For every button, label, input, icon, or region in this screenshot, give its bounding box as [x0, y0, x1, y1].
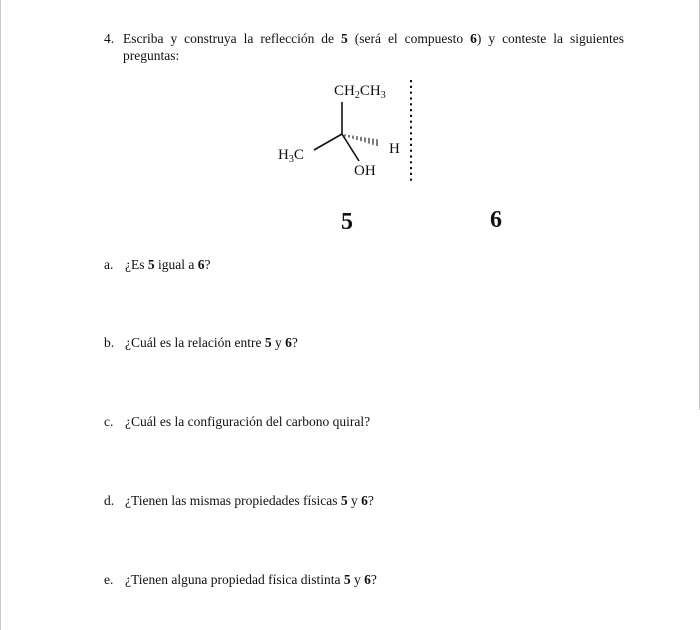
subquestion-c: c. ¿Cuál es la configuración del carbono quiral? [104, 414, 371, 429]
subquestion-e: e. ¿Tienen alguna propiedad física distinta 5 y 6? [104, 572, 377, 587]
group-hydroxyl: OH [354, 163, 376, 179]
atom-hydrogen: H [389, 141, 400, 157]
question-text: Escriba y construya la reflección de 5 (será el compuesto 6) y conteste la siguientes preguntas: [123, 31, 624, 63]
hashed-wedge-bond [345, 134, 377, 146]
group-methyl: $H_3C$ [278, 147, 304, 165]
group-ethyl: $CH_2CH_3$ [334, 83, 386, 101]
question-number: 4. [104, 31, 115, 46]
subquestion-a: a. ¿Es 5 igual a 6? [104, 257, 211, 272]
question-4 [104, 30, 624, 64]
bond-left [314, 134, 342, 150]
page-left-border [0, 0, 1, 630]
compound-label-5: 5 [341, 209, 353, 235]
compound-ref-6: 6 [470, 31, 477, 46]
subquestion-d: d. ¿Tienen las mismas propiedades físicas 5 y 6? [104, 493, 374, 508]
molecule-structure [270, 74, 450, 194]
compound-label-6: 6 [490, 207, 502, 233]
subquestion-b: b. ¿Cuál es la relación entre 5 y 6? [104, 335, 298, 350]
compound-ref-5: 5 [341, 31, 348, 46]
